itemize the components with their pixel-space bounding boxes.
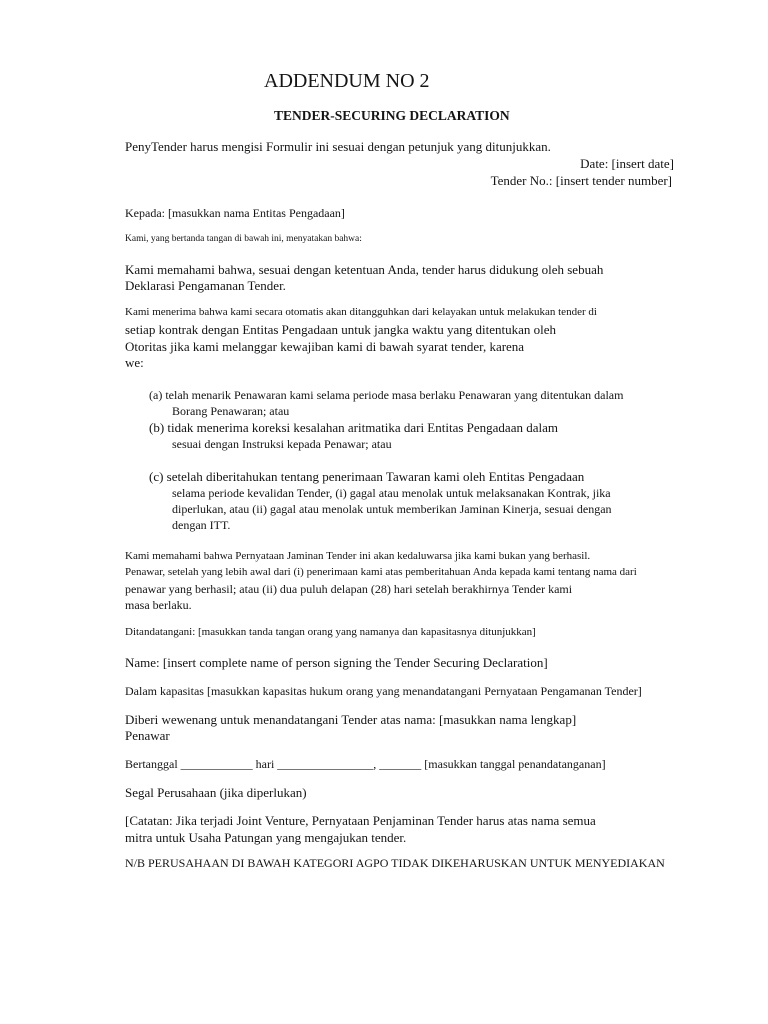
paragraph-line: masa berlaku. [125, 598, 192, 612]
note-line: mitra untuk Usaha Patungan yang mengajukan tender. [125, 830, 407, 845]
dated-line: Bertanggal ____________ hari ________________, _______ [masukkan tanggal penandatanganan] [125, 757, 606, 771]
list-item-line: sesuai dengan Instruksi kepada Penawar; atau [172, 437, 392, 451]
list-item-line: dengan ITT. [172, 518, 231, 532]
paragraph-line: Penawar, setelah yang lebih awal dari (i) penerimaan kami atas pemberitahuan Anda kepada kami tentang nama dari [125, 566, 637, 578]
addressee-line: Kepada: [masukkan nama Entitas Pengadaan] [125, 206, 345, 220]
tender-no-line: Tender No.: [insert tender number] [490, 173, 672, 188]
undersigned-line: Kami, yang bertanda tangan di bawah ini, menyatakan bahwa: [125, 234, 362, 244]
paragraph-line: Deklarasi Pengamanan Tender. [125, 278, 286, 293]
paragraph-line: Kami memahami bahwa, sesuai dengan ketentuan Anda, tender harus didukung oleh sebuah [125, 262, 604, 277]
paragraph-line: penawar yang berhasil; atau (ii) dua puluh delapan (28) hari setelah berakhirnya Tender kami [125, 582, 573, 596]
signed-line: Ditandatangani: [masukkan tanda tangan orang yang namanya dan kapasitasnya ditunjukkan] [125, 626, 536, 638]
paragraph-line: Kami menerima bahwa kami secara otomatis akan ditangguhkan dari kelayakan untuk melakukan tender di [125, 306, 597, 318]
list-item-line: (b) tidak menerima koreksi kesalahan aritmatika dari Entitas Pengadaan dalam [149, 420, 558, 435]
list-item-line: (c) setelah diberitahukan tentang penerimaan Tawaran kami oleh Entitas Pengadaan [149, 469, 585, 484]
note-line: [Catatan: Jika terjadi Joint Venture, Pernyataan Penjaminan Tender harus atas nama semua [125, 813, 596, 828]
document-subtitle: TENDER-SECURING DECLARATION [274, 108, 510, 123]
list-item-line: diperlukan, atau (ii) gagal atau menolak untuk memberikan Jaminan Kinerja, sesuai dengan [172, 502, 612, 516]
list-item-line: (a) telah menarik Penawaran kami selama periode masa berlaku Penawaran yang ditentukan dalam [149, 388, 624, 402]
seal-line: Segal Perusahaan (jika diperlukan) [125, 785, 307, 800]
nb-line: N/B PERUSAHAAN DI BAWAH KATEGORI AGPO TIDAK DIKEHARUSKAN UNTUK MENYEDIAKAN [125, 856, 665, 870]
paragraph-line: we: [125, 355, 144, 370]
authorized-line: Penawar [125, 728, 170, 743]
list-item-line: selama periode kevalidan Tender, (i) gagal atau menolak untuk melaksanakan Kontrak, jika [172, 486, 611, 500]
paragraph-line: Kami memahami bahwa Pernyataan Jaminan Tender ini akan kedaluwarsa jika kami bukan yang berhasil. [125, 550, 591, 562]
intro-text: PenyTender harus mengisi Formulir ini sesuai dengan petunjuk yang ditunjukkan. [125, 139, 551, 154]
name-line: Name: [insert complete name of person signing the Tender Securing Declaration] [125, 655, 548, 670]
capacity-line: Dalam kapasitas [masukkan kapasitas hukum orang yang menandatangani Pernyataan Pengamanan Tender] [125, 684, 642, 698]
date-line: Date: [insert date] [580, 156, 674, 171]
paragraph-line: Otoritas jika kami melanggar kewajiban kami di bawah syarat tender, karena [125, 339, 525, 354]
document-title: ADDENDUM NO 2 [264, 70, 430, 92]
authorized-line: Diberi wewenang untuk menandatangani Tender atas nama: [masukkan nama lengkap] [125, 712, 577, 727]
paragraph-line: setiap kontrak dengan Entitas Pengadaan untuk jangka waktu yang ditentukan oleh [125, 322, 557, 337]
list-item-line: Borang Penawaran; atau [172, 404, 290, 418]
